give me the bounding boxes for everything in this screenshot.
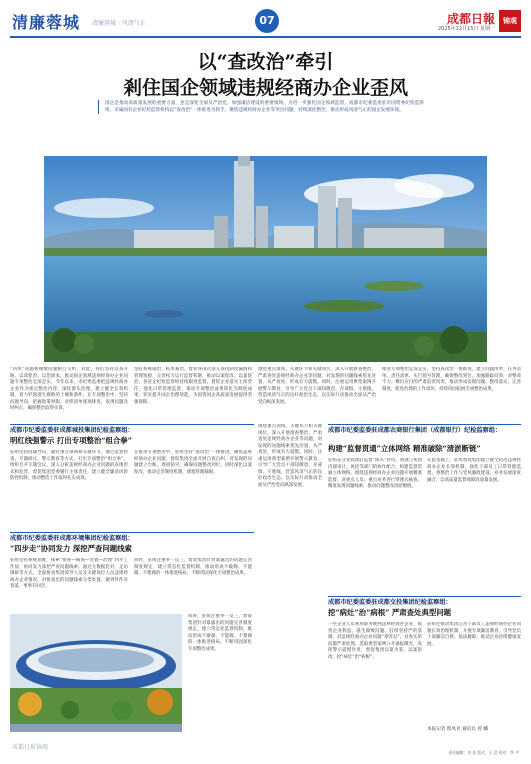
article-continued: 围绕重点领域、关键环节和关键岗位，深入开展排查整治，严肃查处违规经商办企业等问题，对发现的问题线索优先处置、从严查处，形成有力震慑。同时，注重运用典型案例开展警示教育，引导广大党员干部知敬畏、存戒惧、守底线，营造风清气正的良好政治生态，以实际行动推动全面从严治党向纵深发展。 bbox=[258, 424, 322, 488]
paper-date: 2025年12月15日 星期一 bbox=[437, 26, 495, 32]
section-4-body: 一些企业人员利用职务便利违规经商办企业，损害企业利益，滋生腐败问题。驻组坚持严的基调，对违规经商办企业问题“零容忍”，对查实的问题严肃处理，选取典型案例公开通报曝光，发挥警示震慑作用，督促集团以案为鉴、以案促改，挖“病灶”治“病根”。 bbox=[328, 622, 422, 660]
article-column-1: “四风”问题和腐败问题相互交织，对此，我们坚持以查开路、以改促治、以治固本，推动国企领域违规经商办企业问题专项整治走深走实。今年以来，市纪委监委把违规经商办企业作为重点整治内容，深化源头治理，建立健全长效机制，着力铲除滋生腐败的土壤和条件。在专项整治中，坚持问题导向，把握政策界限，对照清单逐项排查，发现问题及时纠正，确保整治取得实效。 bbox=[10, 367, 128, 411]
section-1-unit: 成都市纪委监委驻成都城投集团纪检监察组： bbox=[10, 427, 134, 434]
section-4-body-2: 驻组还推动集团完善干部员工违规经商办企业问题长效治理机制，开展专项廉洁教育，引导党员干部廉洁自律、依法履职，推动企业持续健康发展。 bbox=[427, 622, 521, 647]
article-column-3: 围绕重点领域、关键环节和关键岗位，深入开展排查整治，严肃查处违规经商办企业等问题，对发现的问题线索优先处置、从严查处，形成有力震慑。同时，注重运用典型案例开展警示教育，引导广大党员干部知敬畏、存戒惧、守底线，营造风清气正的良好政治生态，以实际行动推动全面从严治党向纵深发展。 bbox=[258, 367, 376, 405]
byline: 本报记者 程凤君 通讯员 曾 麟 bbox=[427, 727, 488, 732]
lead-paragraph: 国企是推动高质量发展的重要力量，也是深化全面从严治党、加强廉洁建设的重要领域。为进一步强化国企领域监督，成都市纪委监委驻市国资委纪检监察组、市属国有企业纪检监察机构以“查改治”一体推进为抓手，聚焦违规经商办企业等突出问题，持续深化整治，推动形成风清气正的国企发展环境。 bbox=[98, 100, 424, 114]
column-slogan: 清廉蓉城 · 风清气正 bbox=[92, 20, 146, 27]
section-3-body-2: 在此基础上，驻组督促集团建立健全防范违规经商办企业长效机制，强化干部员工日常管理监督，将整治工作与党风廉政建设、业务发展深度融合，以高质量监督保障高质量发展。 bbox=[427, 458, 521, 483]
headline-line1: 以“查改治”牵引 bbox=[197, 51, 334, 73]
section-2-title: “四步走”协同发力 深挖严查问题线索 bbox=[10, 544, 132, 553]
column-name: 清廉蓉城 bbox=[12, 13, 81, 32]
section-3-unit: 成都市纪委监委驻成都农商银行集团（成都银行）纪检监察组： bbox=[328, 427, 502, 434]
page-footer: 责任编辑：刘 佳 版式：王 浩 校对：李 平 bbox=[448, 750, 519, 755]
section-1-rule bbox=[10, 424, 254, 425]
article-column-2: 坚持系统施治、标本兼治，督促各国企深入查找制度漏洞和管理短板，完善权力运行监督机制，推动以案促改、以案促治。各驻企纪检监察组持续跟进监督，督促企业落实主体责任，强化日常管理监督，推动专项整治成果转化为制度成果，切实提升国企治理效能，为国资国企高质量发展提供坚强保障。 bbox=[134, 367, 252, 405]
section-3-body: 驻组充分发挥派驻监督“探头”作用，加强与集团内部审计、风控等部门的协作配合，构建监督贯通立体网络。围绕违规经商办企业问题开展精准监督，对重点人员、重点业务进行穿透式核查，精准发现问题线索，推动问题整改清淤断链。 bbox=[328, 458, 422, 489]
section-4-unit: 成都市纪委监委驻成都交投集团纪检监察组： bbox=[328, 599, 452, 606]
section-2-continued: 同时，驻组注重举一反三，督促集团针对暴露出的问题完善制度规定，建立常态化监督机制，推动形成不敢腐、不能腐、不想腐的一体推进格局，不断巩固深化专项整治成果。 bbox=[188, 614, 252, 652]
city-skyline-photo bbox=[44, 156, 487, 362]
section-1-body: 驻组坚持问题导向，紧盯重点领域和关键环节，通过监督检查、专题研讨、警示教育等方式，打出专项整治“组合拳”。组织召开专题会议，深入分析违规经商办企业问题的表现形式和危害，督促集团党委履行主体责任，建立健全廉洁风险防控机制，推动整治工作取得扎实成效。 bbox=[10, 450, 128, 481]
section-2-rule bbox=[10, 532, 254, 533]
section-2-body: 驻组坚持系统思维，探索“排查—核查—处置—治理”四步工作法，协同发力深挖严查问题线索。通过大数据比对、走访调研等方式，全面排查集团领导人员及关键岗位人员违规经商办企业情况，对排查出的问题线索分类处置，做到件件有着落、事事有回音。 bbox=[10, 558, 128, 589]
headline bbox=[10, 50, 521, 100]
section-2-body-2: 同时，驻组注重举一反三，督促集团针对暴露出的问题完善制度规定，建立常态化监督机制，推动形成不敢腐、不能腐、不想腐的一体推进格局，不断巩固深化专项整治成果。 bbox=[134, 558, 252, 576]
article-column-4: 推进专项整治走深走实，坚持查改治一体推进，建立问题清单、任务清单、责任清单，实行销号管理，确保整改到位。加强跟踪问效，对整改不力、敷衍应付的严肃追责问责，推动形成发现问题、整改落实、完善制度、促进治理的工作闭环，持续巩固拓展专项整治成果。 bbox=[382, 367, 521, 392]
section-4-rule bbox=[328, 596, 521, 597]
headline-line2: 剎住国企领域违规经商办企业歪风 bbox=[122, 77, 408, 99]
section-2-unit: 成都市纪委监委驻成都环境集团纪检监察组： bbox=[10, 535, 134, 542]
photo-credit: 成都日报锦观 bbox=[12, 744, 49, 751]
section-1-body-2: 在推进专项整治中，驻组坚持“查改治”一体推进，聚焦违规经商办企业问题，督促集团全面开展自查自纠，对发现的问题建立台账、逐项销号，确保问题整改到位，同时深化以案促改，推动完善制度机制，堵塞管理漏洞。 bbox=[134, 450, 252, 475]
page-number-badge: 07 bbox=[255, 9, 279, 33]
masthead-rule bbox=[10, 36, 521, 38]
section-3-title: 构建“监督贯通”立体网络 精准破除“清淤断链” bbox=[328, 444, 481, 453]
paper-name: 成都日報 bbox=[446, 12, 495, 26]
masthead bbox=[10, 8, 521, 36]
section-1-title: 明红线强警示 打出专项整治“组合拳” bbox=[10, 436, 132, 445]
stadium-photo bbox=[10, 614, 182, 732]
paper-badge: 锦观 bbox=[499, 10, 521, 32]
section-3-rule bbox=[328, 424, 521, 425]
section-4-title: 挖“病灶”治“病根” 严肃查处典型问题 bbox=[328, 608, 452, 617]
